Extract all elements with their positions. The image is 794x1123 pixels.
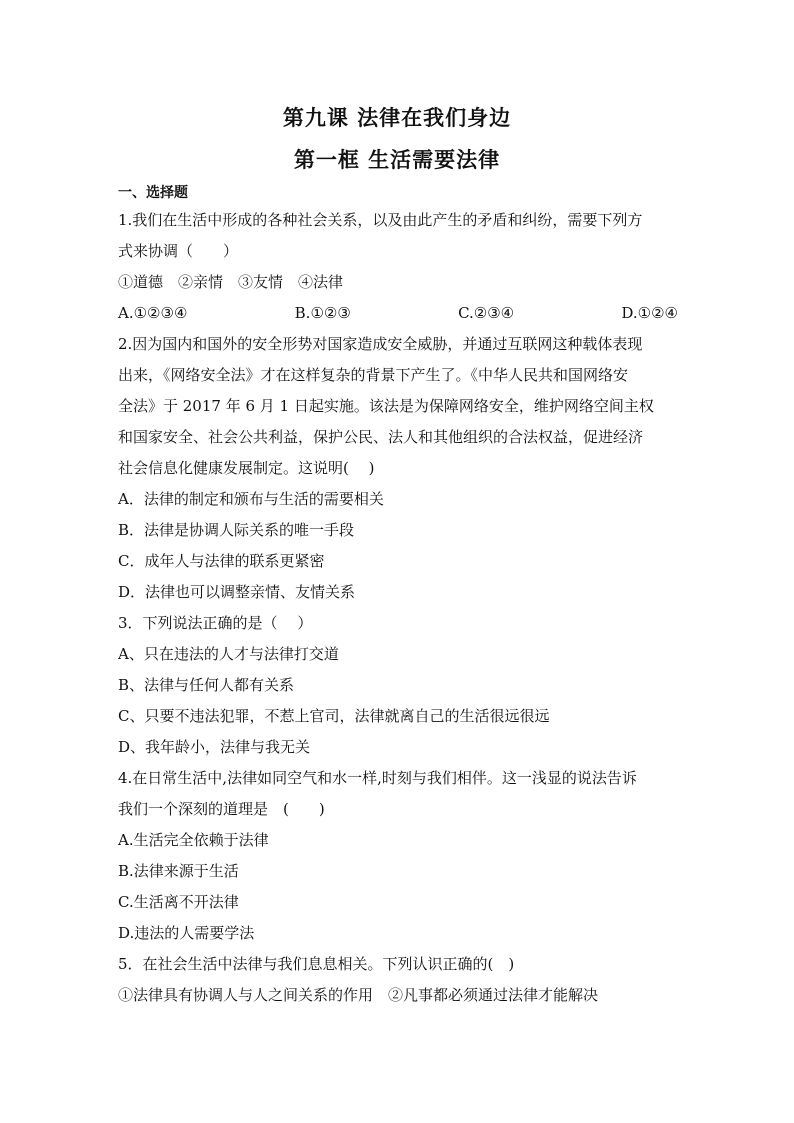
q2-line-2: 出来，《网络安全法》才在这样复杂的背景下产生了。《中华人民共和国网络安 [118, 366, 629, 384]
q5-stem: 5．在社会生活中法律与我们息息相关。下列认识正确的( ) [118, 955, 515, 973]
q4-line-2: 我们一个深刻的道理是 ( ) [118, 800, 325, 818]
q2-line-1: 2.因为国内和国外的安全形势对国家造成安全威胁，并通过互联网这种载体表现 [118, 335, 643, 353]
q4-option-d: D.违法的人需要学法 [118, 924, 255, 942]
q3-option-a: A、只在违法的人才与法律打交道 [118, 645, 339, 663]
q3-option-d: D、我年龄小，法律与我无关 [118, 738, 311, 756]
q1-stem-line-2: 式来协调（ ） [118, 242, 239, 260]
section-heading: 一、选择题 [118, 185, 188, 201]
q1-option-b: B.①②③ [294, 304, 351, 322]
q4-line-1: 4.在日常生活中,法律如同空气和水一样,时刻与我们相伴。这一浅显的说法告诉 [118, 769, 637, 787]
q2-option-a: A．法律的制定和颁布与生活的需要相关 [118, 490, 384, 508]
q5-items: ①法律具有协调人与人之间关系的作用 ②凡事都必须通过法律才能解决 [118, 986, 599, 1004]
q3-option-b: B、法律与任何人都有关系 [118, 676, 295, 694]
q1-option-c: C.②③④ [458, 304, 515, 322]
q3-stem: 3．下列说法正确的是（ ） [118, 614, 313, 632]
question-list [118, 205, 678, 1011]
q1-items: ①道德 ②亲情 ③友情 ④法律 [118, 273, 344, 291]
q2-option-c: C．成年人与法律的联系更紧密 [118, 552, 325, 570]
q2-option-d: D．法律也可以调整亲情、友情关系 [118, 583, 356, 601]
q4-option-c: C.生活离不开法律 [118, 893, 239, 911]
q4-option-a: A.生活完全依赖于法律 [118, 831, 269, 849]
q2-line-5: 社会信息化健康发展制定。这说明( ) [118, 459, 375, 477]
q2-option-b: B．法律是协调人际关系的唯一手段 [118, 521, 355, 539]
section-subtitle: 第一框 生活需要法律 [293, 148, 501, 172]
q2-line-3: 全法》于 2017 年 6 月 1 日起实施。该法是为保障网络安全，维护网络空间主权 [118, 397, 654, 415]
q1-stem-line-1: 1.我们在生活中形成的各种社会关系，以及由此产生的矛盾和纠纷，需要下列方 [118, 211, 643, 229]
q1-option-a: A.①②③④ [118, 304, 188, 322]
q1-options [118, 298, 678, 329]
q2-line-4: 和国家安全、社会公共利益，保护公民、法人和其他组织的合法权益，促进经济 [118, 428, 644, 446]
q3-option-c: C、只要不违法犯罪，不惹上官司，法律就离自己的生活很远很远 [118, 707, 550, 725]
q1-option-d: D.①②④ [621, 304, 678, 322]
q4-option-b: B.法律来源于生活 [118, 862, 239, 880]
lesson-title: 第九课 法律在我们身边 [282, 106, 512, 130]
